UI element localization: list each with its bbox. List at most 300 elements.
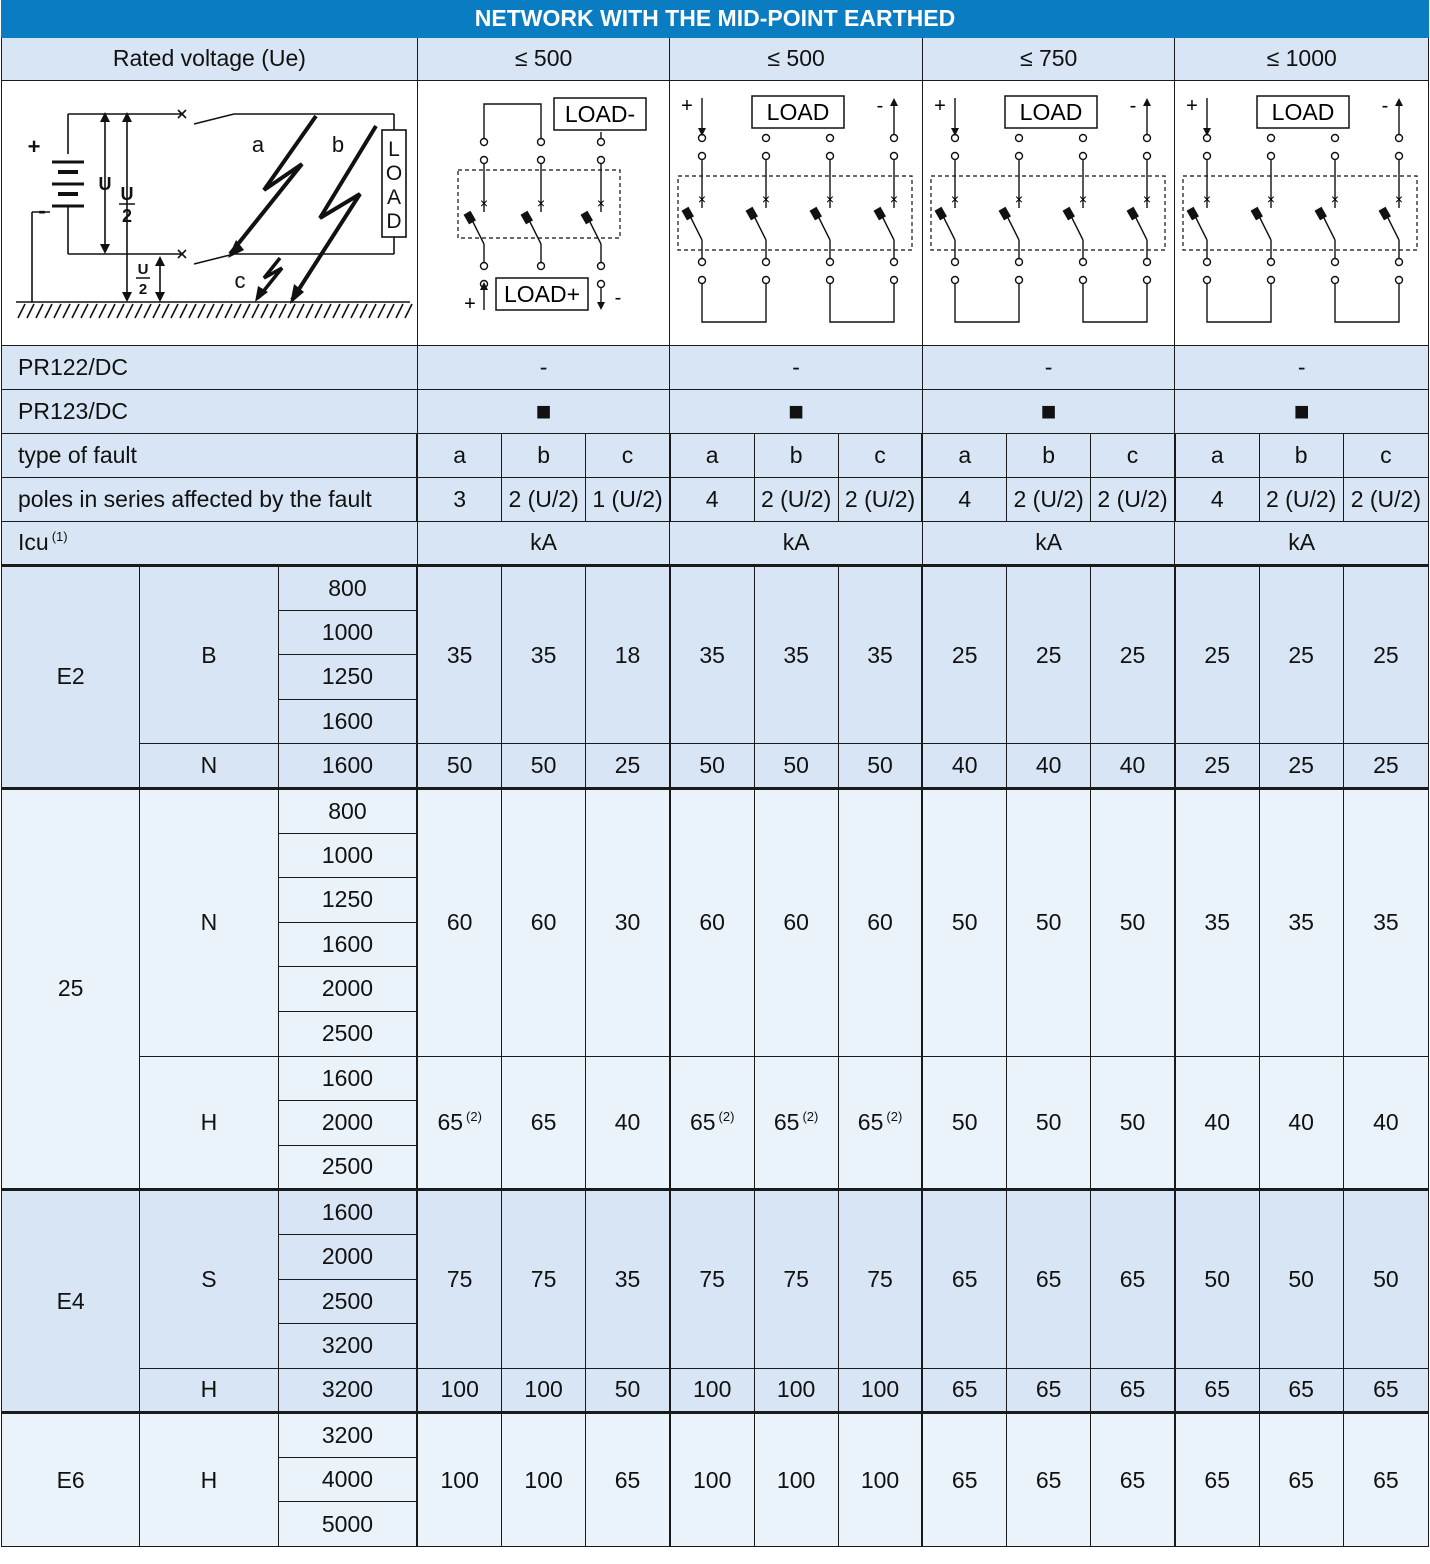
icu-value: [1175, 1190, 1259, 1368]
icu-value-text: 40: [1204, 1108, 1231, 1135]
poles-cell: 2 (U/2): [1007, 478, 1091, 522]
icu-value-text: 18: [614, 641, 641, 668]
icu-value: [586, 1413, 670, 1547]
icu-value: [502, 566, 586, 744]
icu-value: [838, 1368, 922, 1413]
icu-value: [922, 1190, 1006, 1368]
icu-value-text: 40: [1288, 1108, 1314, 1135]
icu-value: [922, 1368, 1006, 1413]
rated-current: 2000: [278, 967, 417, 1012]
icu-value: [502, 788, 586, 1056]
icu-value: [1007, 744, 1091, 789]
icu-value: [922, 566, 1006, 744]
icu-value-text: 65: [1288, 1376, 1314, 1403]
config-diagram-3pole: [417, 81, 670, 346]
icu-value-text: 100: [860, 1376, 900, 1403]
svg-text:×: ×: [826, 191, 835, 207]
icu-value: [1175, 788, 1259, 1056]
pr122-value: -: [1175, 346, 1429, 390]
icu-value-text: 60: [699, 909, 725, 936]
icu-value-text: 40: [614, 1108, 641, 1135]
icu-value-text: 50: [867, 752, 893, 779]
icu-value-text: 65: [1035, 1265, 1062, 1292]
rated-current: 1600: [278, 922, 417, 967]
svg-text:LOAD: LOAD: [767, 99, 830, 125]
icu-value: [922, 744, 1006, 789]
poles-cell: 2 (U/2): [1091, 478, 1175, 522]
breaker-version: B: [140, 566, 278, 744]
icu-value: [1259, 788, 1343, 1056]
diagram-u-half-num: U: [120, 184, 134, 204]
svg-text:-: -: [1382, 95, 1389, 117]
icu-value-text: 50: [1035, 1108, 1062, 1135]
icu-value: [1091, 1190, 1175, 1368]
poles-cell: 2 (U/2): [1259, 478, 1343, 522]
icu-value: [1091, 1368, 1175, 1413]
fault-type-cell: a: [417, 434, 501, 478]
icu-value-text: 25: [1204, 641, 1231, 668]
icu-value: [754, 1413, 838, 1547]
rated-voltage-label: Rated voltage (Ue): [2, 38, 418, 81]
icu-value-text: 75: [446, 1265, 473, 1292]
icu-value-text: 50: [951, 1108, 978, 1135]
poles-cell: 2 (U/2): [838, 478, 922, 522]
icu-value: [1091, 1413, 1175, 1547]
icu-value: [670, 788, 754, 1056]
icu-value: [1175, 566, 1259, 744]
icu-unit: kA: [1175, 522, 1429, 566]
icu-value-text: 50: [1204, 1265, 1231, 1292]
svg-text:×: ×: [1078, 191, 1087, 207]
icu-value: [417, 788, 501, 1056]
icu-value-text: 100: [776, 1376, 816, 1403]
icu-value: [586, 744, 670, 789]
icu-value: [1091, 1056, 1175, 1190]
icu-value-text: 30: [614, 909, 641, 936]
icu-value: [1175, 1368, 1259, 1413]
diagram-plus-label: +: [27, 134, 41, 159]
icu-value-text: 35: [446, 641, 473, 668]
icu-value: [1091, 744, 1175, 789]
icu-value: [1175, 1056, 1259, 1190]
rated-current: 2500: [278, 1011, 417, 1056]
svg-text:×: ×: [1014, 191, 1023, 207]
icu-value: [586, 1056, 670, 1190]
icu-value: [1259, 566, 1343, 744]
icu-value-text: 35: [1204, 909, 1231, 936]
icu-value-text: 100: [524, 1466, 563, 1493]
diagram-u-label: U: [98, 174, 112, 194]
svg-text:×: ×: [762, 191, 771, 207]
icu-value-text: 25: [1373, 752, 1399, 779]
breaker-version: H: [140, 1368, 278, 1413]
icu-value: [838, 1413, 922, 1547]
rated-current: 1600: [278, 699, 417, 744]
icu-value: [670, 1413, 754, 1547]
rated-current: 3200: [278, 1368, 417, 1413]
icu-value-text: 50: [1119, 1108, 1146, 1135]
icu-value-text: 40: [1035, 752, 1062, 779]
icu-value: [502, 1056, 586, 1190]
icu-value: [922, 1056, 1006, 1190]
pr122-value: -: [670, 346, 923, 390]
icu-value-text: 50: [1035, 909, 1062, 936]
icu-value-text: 25: [1035, 641, 1062, 668]
icu-unit: kA: [922, 522, 1175, 566]
breaker-version: S: [140, 1190, 278, 1368]
icu-value: [1343, 566, 1428, 744]
icu-value: [417, 1056, 501, 1190]
icu-value: [417, 1190, 501, 1368]
breaker-frame: 25: [2, 788, 140, 1189]
fault-type-cell: b: [502, 434, 586, 478]
icu-value-text: 65: [1035, 1376, 1062, 1403]
icu-value: [754, 744, 838, 789]
icu-value: [922, 788, 1006, 1056]
icu-value: [1259, 1413, 1343, 1547]
icu-value: [754, 1190, 838, 1368]
icu-value-text: 75: [783, 1265, 809, 1292]
icu-value-text: 50: [530, 752, 557, 779]
icu-value-text: 65: [1119, 1376, 1146, 1403]
icu-value: [1091, 788, 1175, 1056]
icu-value-text: 65: [1035, 1466, 1062, 1493]
svg-text:+: +: [681, 95, 694, 117]
diagram-u-half-den: 2: [121, 206, 133, 226]
pr123-value: ■: [670, 390, 923, 434]
icu-value-text: 50: [1288, 1265, 1314, 1292]
icu-value: [754, 1056, 838, 1190]
icu-value: [586, 566, 670, 744]
icu-value: [1175, 1413, 1259, 1547]
table-title: NETWORK WITH THE MID-POINT EARTHED: [2, 1, 1429, 38]
voltage-header: ≤ 500: [417, 38, 670, 81]
icu-value: [1007, 1056, 1091, 1190]
rated-current: 2500: [278, 1145, 417, 1190]
icu-value: [586, 1190, 670, 1368]
icu-value-text: 60: [530, 909, 557, 936]
voltage-header: ≤ 750: [922, 38, 1175, 81]
svg-text:×: ×: [950, 191, 959, 207]
rated-current: 3200: [278, 1324, 417, 1369]
footnote-2: (2): [886, 1108, 903, 1124]
rated-current: 1000: [278, 833, 417, 878]
icu-value-text: 50: [699, 752, 725, 779]
icu-value: [754, 1368, 838, 1413]
circuit-3-poles-diagram: [418, 82, 670, 344]
icu-value-text: 100: [693, 1466, 732, 1493]
icu-value: [1007, 566, 1091, 744]
icu-value: [1007, 788, 1091, 1056]
icu-value: [670, 566, 754, 744]
icu-value: [502, 744, 586, 789]
fault-type-label: type of fault: [2, 434, 418, 478]
icu-value: [754, 788, 838, 1056]
poles-cell: 3: [417, 478, 501, 522]
breaker-version: H: [140, 1413, 278, 1547]
icu-value-text: 75: [530, 1265, 557, 1292]
icu-value-text: 75: [699, 1265, 725, 1292]
icu-value-text: 100: [440, 1466, 479, 1493]
icu-value-text: 35: [699, 641, 725, 668]
svg-text:×: ×: [1267, 191, 1276, 207]
circuit-4-poles-diagram: [670, 82, 922, 344]
svg-text:×: ×: [536, 195, 545, 211]
icu-value: [670, 744, 754, 789]
pr122-value: -: [922, 346, 1175, 390]
icu-value: [1007, 1368, 1091, 1413]
icu-value: [670, 1056, 754, 1190]
svg-text:×: ×: [890, 191, 899, 207]
icu-value: [838, 788, 922, 1056]
icu-value-text: 60: [446, 909, 473, 936]
svg-text:LOAD: LOAD: [1019, 99, 1083, 125]
fault-type-cell: a: [922, 434, 1006, 478]
breaker-frame: E2: [2, 566, 140, 789]
svg-text:LOAD+: LOAD+: [503, 281, 580, 307]
icu-value-text: 25: [1373, 641, 1399, 668]
svg-text:×: ×: [698, 191, 707, 207]
icu-value: [417, 1413, 501, 1547]
network-fault-diagram: [2, 82, 417, 344]
icu-value-text: 25: [1288, 752, 1314, 779]
icu-value: [922, 1413, 1006, 1547]
fault-type-cell: b: [754, 434, 838, 478]
fault-type-cell: c: [838, 434, 922, 478]
icu-value-text: 35: [614, 1265, 641, 1292]
icu-value: [1343, 788, 1428, 1056]
fault-type-cell: b: [1259, 434, 1343, 478]
poles-cell: 4: [670, 478, 754, 522]
icu-value-text: 35: [1373, 909, 1399, 936]
icu-value-text: 25: [951, 641, 978, 668]
footnote-1: (1): [51, 529, 68, 545]
rated-current: 2500: [278, 1279, 417, 1324]
icu-value-text: 50: [1373, 1265, 1399, 1292]
icu-value-text: 65: [530, 1108, 557, 1135]
icu-value: [502, 1190, 586, 1368]
icu-value: [1175, 744, 1259, 789]
icu-value: [1343, 1190, 1428, 1368]
load-vertical-label: L O A D: [385, 138, 403, 233]
icu-value: [838, 1056, 922, 1190]
rated-current: 1600: [278, 1190, 417, 1235]
pr123-label: PR123/DC: [2, 390, 418, 434]
icu-value-text: 25: [1288, 641, 1314, 668]
icu-value-text: 35: [530, 641, 557, 668]
icu-value-text: 35: [867, 641, 893, 668]
icu-value-text: 100: [524, 1376, 563, 1403]
footnote-2: (2): [718, 1108, 735, 1124]
icu-value-text: 50: [446, 752, 473, 779]
icu-value: [838, 1190, 922, 1368]
svg-text:-: -: [614, 287, 622, 309]
icu-value: [1259, 744, 1343, 789]
icu-value: [586, 788, 670, 1056]
config-diagram-4pole-750: [922, 81, 1175, 346]
rated-current: 4000: [278, 1457, 417, 1502]
icu-label: Icu $^{(1)}$: [2, 522, 418, 566]
fault-type-cell: b: [1007, 434, 1091, 478]
config-diagram-4pole-500: [670, 81, 923, 346]
icu-value: [754, 566, 838, 744]
icu-value-text: 25: [1204, 752, 1231, 779]
icu-value: [838, 744, 922, 789]
circuit-4-poles-diagram: [923, 82, 1175, 344]
icu-value: [670, 1190, 754, 1368]
icu-unit: kA: [417, 522, 670, 566]
icu-value-text: 100: [693, 1376, 732, 1403]
svg-text:+: +: [1186, 95, 1199, 117]
icu-value: [1259, 1368, 1343, 1413]
breaker-frame: E4: [2, 1190, 140, 1413]
fault-type-cell: c: [586, 434, 670, 478]
svg-text:+: +: [934, 95, 946, 117]
config-diagram-4pole-1000: [1175, 81, 1429, 346]
icu-value-text: 65: [1373, 1466, 1399, 1493]
svg-text:×: ×: [1203, 191, 1212, 207]
icu-value-text: 65: [951, 1265, 978, 1292]
icu-value-text: 65: [951, 1466, 978, 1493]
svg-text:+: +: [464, 293, 476, 315]
icu-value-text: 100: [776, 1466, 816, 1493]
icu-value: [1259, 1190, 1343, 1368]
icu-value-text: 65: [857, 1108, 884, 1135]
icu-value: [670, 1368, 754, 1413]
icu-value: [1343, 1413, 1428, 1547]
icu-value-text: 40: [951, 752, 978, 779]
breaker-frame: E6: [2, 1413, 140, 1547]
icu-value-text: 50: [951, 909, 978, 936]
poles-label: poles in series affected by the fault: [2, 478, 418, 522]
svg-text:LOAD-: LOAD-: [564, 101, 635, 127]
icu-value: [1091, 566, 1175, 744]
pr123-value: ■: [1175, 390, 1429, 434]
rated-current: 5000: [278, 1502, 417, 1547]
poles-cell: 2 (U/2): [754, 478, 838, 522]
svg-text:-: -: [1129, 95, 1137, 117]
svg-text:×: ×: [1331, 191, 1340, 207]
icu-value-text: 25: [1119, 641, 1146, 668]
fault-type-cell: c: [1343, 434, 1428, 478]
rated-current: 1000: [278, 610, 417, 655]
rated-current: 1600: [278, 744, 417, 789]
svg-text:×: ×: [596, 195, 605, 211]
fault-type-cell: c: [1091, 434, 1175, 478]
fault-type-cell: a: [1175, 434, 1259, 478]
breaker-version: N: [140, 788, 278, 1056]
icu-value: [417, 744, 501, 789]
icu-value-text: 40: [1373, 1108, 1399, 1135]
icu-value-text: 65: [1119, 1265, 1146, 1292]
svg-text:×: ×: [1395, 191, 1404, 207]
icu-value-text: 25: [614, 752, 641, 779]
voltage-header: ≤ 500: [670, 38, 923, 81]
icu-value-text: 65: [1288, 1466, 1314, 1493]
poles-cell: 2 (U/2): [502, 478, 586, 522]
poles-cell: 4: [922, 478, 1006, 522]
icu-value-text: 50: [614, 1376, 641, 1403]
pr123-value: ■: [417, 390, 670, 434]
icu-value-text: 65: [1119, 1466, 1146, 1493]
icu-value: [1343, 1056, 1428, 1190]
icu-value-text: 65: [1204, 1376, 1231, 1403]
icu-value-text: 100: [440, 1376, 479, 1403]
footnote-2: (2): [466, 1108, 482, 1124]
diagram-u-half-den-2: 2: [138, 281, 148, 298]
svg-text:×: ×: [1142, 191, 1151, 207]
icu-value: [1259, 1056, 1343, 1190]
icu-value-text: 65: [1204, 1466, 1231, 1493]
icu-value-text: 65: [689, 1108, 716, 1135]
icu-value-text: 50: [1119, 909, 1146, 936]
icu-value-text: 65: [437, 1108, 464, 1135]
icu-value: [417, 1368, 501, 1413]
poles-cell: 4: [1175, 478, 1259, 522]
rated-current: 1250: [278, 655, 417, 700]
svg-text:-: -: [877, 95, 884, 117]
icu-value: [1007, 1190, 1091, 1368]
icu-value-text: 65: [773, 1108, 800, 1135]
icu-unit: kA: [670, 522, 923, 566]
rated-current: 800: [278, 566, 417, 611]
pr122-label: PR122/DC: [2, 346, 418, 390]
breaking-capacity-table: [1, 0, 1429, 1547]
voltage-header: ≤ 1000: [1175, 38, 1429, 81]
fault-type-cell: a: [670, 434, 754, 478]
icu-value-text: 40: [1119, 752, 1146, 779]
icu-value-text: 50: [783, 752, 809, 779]
network-diagram-cell: [2, 81, 418, 346]
breaker-version: H: [140, 1056, 278, 1190]
rated-current: 2000: [278, 1234, 417, 1279]
circuit-4-poles-diagram: [1175, 82, 1428, 344]
icu-value-text: 35: [1288, 909, 1314, 936]
icu-value-text: 75: [867, 1265, 893, 1292]
icu-value-text: 100: [860, 1466, 900, 1493]
fault-c-label: c: [234, 268, 246, 293]
svg-text:LOAD: LOAD: [1272, 99, 1335, 125]
rated-current: 1600: [278, 1056, 417, 1101]
icu-value-text: 65: [951, 1376, 978, 1403]
rated-current: 1250: [278, 878, 417, 923]
pr123-value: ■: [922, 390, 1175, 434]
rated-current: 800: [278, 788, 417, 833]
icu-value-text: 35: [783, 641, 809, 668]
icu-value: [1343, 744, 1428, 789]
pr122-value: -: [417, 346, 670, 390]
icu-value: [838, 566, 922, 744]
icu-value-text: 65: [614, 1466, 641, 1493]
diagram-u-half-num-2: U: [137, 261, 149, 278]
icu-value: [586, 1368, 670, 1413]
diagram-minus-label: -: [38, 198, 46, 223]
icu-value-text: 60: [783, 909, 809, 936]
icu-value-text: 65: [1373, 1376, 1399, 1403]
fault-b-label: b: [331, 132, 345, 157]
rated-current: 3200: [278, 1413, 417, 1458]
poles-cell: 1 (U/2): [586, 478, 670, 522]
icu-value: [502, 1368, 586, 1413]
poles-cell: 2 (U/2): [1343, 478, 1428, 522]
rated-current: 2000: [278, 1101, 417, 1146]
icu-value: [1007, 1413, 1091, 1547]
breaker-version: N: [140, 744, 278, 789]
icu-value: [417, 566, 501, 744]
icu-value: [1343, 1368, 1428, 1413]
fault-a-label: a: [251, 132, 265, 157]
footnote-2: (2): [802, 1108, 819, 1124]
